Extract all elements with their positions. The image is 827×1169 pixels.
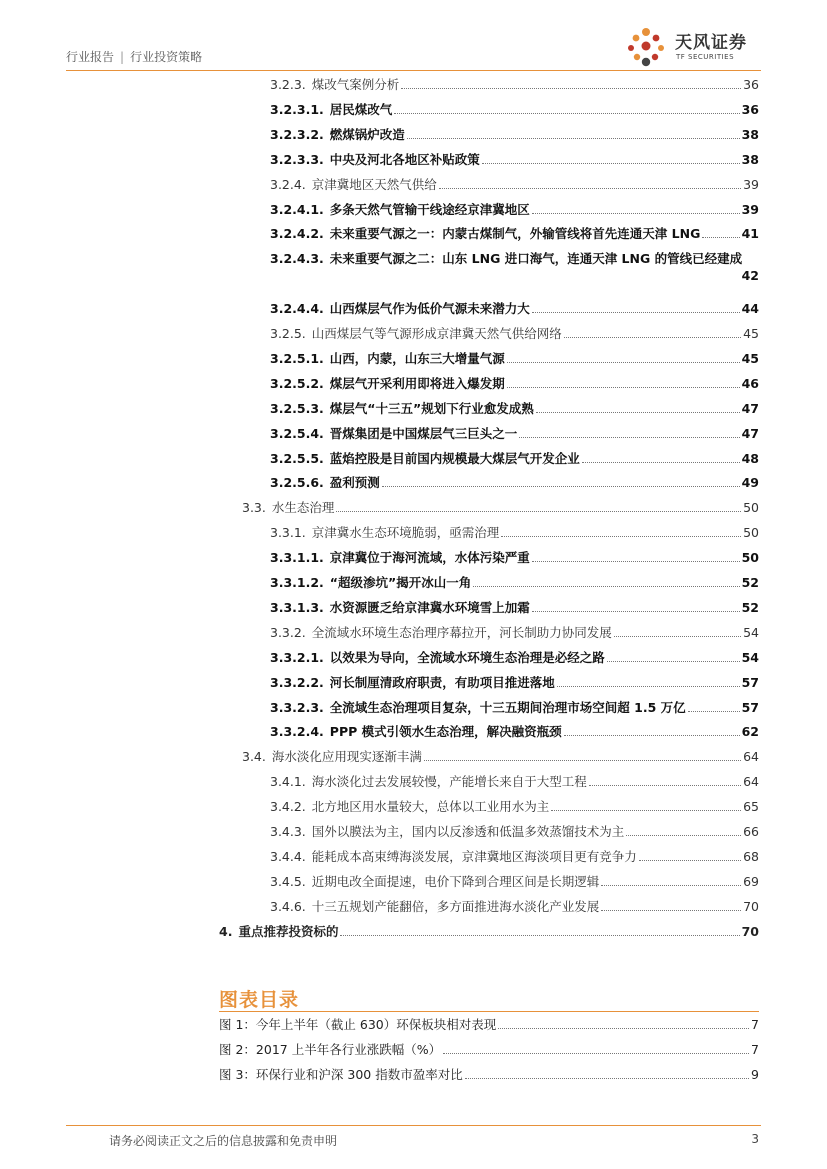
category-label: 行业报告 xyxy=(66,50,115,64)
figure-dot-leader xyxy=(465,1078,749,1079)
toc-entry-title: 山西煤层气等气源形成京津冀天然气供给网络 xyxy=(311,326,562,341)
logo-mark-icon xyxy=(623,26,669,72)
toc-entry-number: 3.2.4.1. xyxy=(270,201,324,217)
toc-dot-leader xyxy=(394,113,739,114)
figure-index-entry[interactable] xyxy=(219,1016,759,1033)
toc-dot-leader xyxy=(482,163,740,164)
toc-entry-title: 能耗成本高束缚海淡发展，京津冀地区海淡项目更有竞争力 xyxy=(311,848,637,864)
toc-entry-title: 海水淡化过去发展较慢，产能增长来自于大型工程 xyxy=(311,774,587,790)
toc-entry-page: 50 xyxy=(743,500,759,516)
toc-entry-title: 中央及河北各地区补贴政策 xyxy=(329,151,480,167)
toc-entry-number: 4. xyxy=(219,923,233,939)
toc-entry[interactable] xyxy=(270,773,759,790)
toc-dot-leader xyxy=(607,661,740,662)
toc-entry[interactable] xyxy=(270,350,759,367)
toc-entry[interactable] xyxy=(270,450,759,467)
toc-entry-page: 38 xyxy=(741,126,759,142)
toc-entry-page: 66 xyxy=(743,824,759,839)
toc-entry-page: 69 xyxy=(743,873,759,889)
toc-entry[interactable] xyxy=(270,300,759,317)
toc-entry-page: 38 xyxy=(741,151,759,167)
toc-entry-number: 3.2.3.2. xyxy=(270,126,324,142)
toc-entry[interactable] xyxy=(270,699,759,716)
toc-entry-number: 3.3.2.1. xyxy=(270,649,324,665)
company-logo xyxy=(623,26,753,74)
toc-dot-leader xyxy=(589,785,741,786)
toc-entry-page: 36 xyxy=(743,77,759,92)
toc-entry[interactable] xyxy=(270,151,759,168)
toc-entry-title: 重点推荐投资标的 xyxy=(238,923,339,939)
toc-entry[interactable] xyxy=(270,549,759,566)
toc-entry-title: 河长制厘清政府职责，有助项目推进落地 xyxy=(329,674,555,690)
toc-dot-leader xyxy=(601,885,741,886)
toc-entry-number: 3.2.4.3. xyxy=(270,251,324,267)
toc-entry-page: 36 xyxy=(741,101,759,117)
toc-entry-number: 3.3.2. xyxy=(270,624,306,640)
toc-entry-number: 3.2.5.4. xyxy=(270,425,324,441)
toc-entry-title: 蓝焰控股是目前国内规模最大煤层气开发企业 xyxy=(329,450,580,466)
figure-dot-leader xyxy=(498,1028,749,1029)
toc-entry-page: 57 xyxy=(741,699,759,715)
toc-entry-title: 山西，内蒙，山东三大增量气源 xyxy=(329,350,505,366)
toc-entry-number: 3.4.6. xyxy=(270,898,306,914)
toc-entry[interactable] xyxy=(270,848,759,865)
toc-entry-title: 晋煤集团是中国煤层气三巨头之一 xyxy=(329,425,518,441)
toc-entry-page: 47 xyxy=(741,425,759,441)
toc-entry-title: 京津冀地区天然气供给 xyxy=(311,176,437,192)
toc-entry-title: 京津冀水生态环境脆弱，亟需治理 xyxy=(311,525,500,541)
toc-entry-page: 54 xyxy=(741,649,759,665)
toc-entry-title: 全流域水环境生态治理序幕拉开，河长制助力协同发展 xyxy=(311,624,612,640)
toc-dot-leader xyxy=(564,735,740,736)
toc-entry-title: 十三五规划产能翻倍，多方面推进海水淡化产业发展 xyxy=(311,898,600,914)
toc-entry-title: 全流域生态治理项目复杂，十三五期间治理市场空间超 1.5 万亿 xyxy=(329,699,686,715)
toc-dot-leader xyxy=(407,138,740,139)
figure-entry-title: 图 1：今年上半年（截止 630）环保板块相对表现 xyxy=(219,1017,497,1032)
toc-entry-title: 海水淡化应用现实逐渐丰满 xyxy=(271,749,422,765)
category-separator: | xyxy=(120,50,125,64)
toc-entry[interactable] xyxy=(270,76,759,93)
toc-entry-title: 京津冀位于海河流域，水体污染严重 xyxy=(329,550,530,566)
toc-entry-page: 41 xyxy=(741,226,759,242)
toc-entry-title: 盈利预测 xyxy=(329,475,380,491)
report-category xyxy=(66,48,202,65)
toc-entry-number: 3.3.2.2. xyxy=(270,674,324,690)
toc-entry-title: 未来重要气源之一：内蒙古煤制气，外输管线将首先连通天津 LNG xyxy=(329,226,701,242)
brand-name-en: TF SECURITIES xyxy=(676,53,735,61)
toc-dot-leader xyxy=(532,611,740,612)
toc-entry[interactable] xyxy=(270,624,759,641)
toc-entry-page: 65 xyxy=(743,799,759,815)
toc-entry-number: 3.4. xyxy=(242,749,266,765)
toc-dot-leader xyxy=(382,486,740,487)
toc-entry-page: 47 xyxy=(741,400,759,416)
toc-entry-number: 3.2.5. xyxy=(270,326,306,341)
toc-entry[interactable] xyxy=(242,499,759,516)
toc-entry-number: 3.2.5.6. xyxy=(270,475,324,491)
toc-dot-leader xyxy=(507,387,740,388)
toc-entry-page: 64 xyxy=(743,749,759,765)
toc-dot-leader xyxy=(532,561,740,562)
toc-entry[interactable] xyxy=(270,599,759,616)
figure-entry-page: 9 xyxy=(751,1067,759,1082)
toc-entry[interactable] xyxy=(270,201,759,218)
toc-entry-title: 水资源匮乏给京津冀水环境雪上加霜 xyxy=(329,599,530,615)
toc-entry[interactable] xyxy=(219,923,759,940)
toc-entry-number: 3.3.2.3. xyxy=(270,699,324,715)
toc-entry-page: 52 xyxy=(741,599,759,615)
toc-entry-title: 国外以膜法为主，国内以反渗透和低温多效蒸馏技术为主 xyxy=(311,824,625,839)
page-number: 3 xyxy=(751,1132,759,1146)
toc-entry-number: 3.2.5.3. xyxy=(270,400,324,416)
toc-dot-leader xyxy=(401,88,741,89)
toc-entry[interactable] xyxy=(270,250,759,284)
toc-entry-title: 燃煤锅炉改造 xyxy=(329,126,405,142)
toc-entry[interactable] xyxy=(270,325,759,342)
toc-entry[interactable] xyxy=(270,524,759,541)
figure-entry-title: 图 2：2017 上半年各行业涨跌幅（%） xyxy=(219,1042,442,1057)
toc-dot-leader xyxy=(519,437,739,438)
toc-entry-title: 煤层气开采利用即将进入爆发期 xyxy=(329,375,505,391)
toc-entry-number: 3.3. xyxy=(242,500,266,516)
toc-entry-page: 45 xyxy=(741,350,759,366)
toc-entry-page: 50 xyxy=(743,525,759,541)
toc-dot-leader xyxy=(564,337,741,338)
toc-entry-page: 42 xyxy=(741,268,759,284)
toc-entry-title: 多条天然气管输干线途经京津冀地区 xyxy=(329,201,530,217)
toc-entry-page: 70 xyxy=(743,898,759,914)
toc-entry-number: 3.3.2.4. xyxy=(270,724,324,740)
toc-entry-number: 3.2.4.2. xyxy=(270,226,324,242)
toc-dot-leader xyxy=(582,462,740,463)
figure-index-divider xyxy=(219,1011,759,1012)
toc-entry-page: 48 xyxy=(741,450,759,466)
toc-entry[interactable] xyxy=(270,400,759,417)
toc-entry[interactable] xyxy=(270,649,759,666)
toc-entry-number: 3.2.5.5. xyxy=(270,450,324,466)
figure-dot-leader xyxy=(443,1053,749,1054)
toc-entry-title: 居民煤改气 xyxy=(329,101,393,117)
toc-entry-number: 3.3.1. xyxy=(270,525,306,541)
toc-entry-page: 44 xyxy=(741,301,759,317)
toc-entry-title: “超级渗坑”揭开冰山一角 xyxy=(329,575,472,590)
toc-dot-leader xyxy=(336,511,741,512)
figure-index-entry[interactable] xyxy=(219,1066,759,1083)
toc-entry[interactable] xyxy=(270,898,759,915)
toc-entry-page: 39 xyxy=(743,176,759,192)
toc-entry-title: 未来重要气源之二：山东 LNG 进口海气，连通天津 LNG 的管线已经建成 xyxy=(329,251,743,267)
figure-entry-page: 7 xyxy=(751,1017,759,1032)
figure-entry-title: 图 3：环保行业和沪深 300 指数市盈率对比 xyxy=(219,1067,463,1082)
toc-entry[interactable] xyxy=(270,798,759,815)
toc-dot-leader xyxy=(557,686,740,687)
toc-entry[interactable] xyxy=(242,748,759,765)
toc-entry-title: 煤改气案例分析 xyxy=(311,77,400,92)
toc-entry[interactable] xyxy=(270,225,759,242)
toc-entry-page: 50 xyxy=(741,550,759,566)
toc-entry-number: 3.2.5.1. xyxy=(270,350,324,366)
page-header xyxy=(66,33,761,70)
toc-entry-page: 54 xyxy=(743,624,759,640)
toc-entry-number: 3.2.5.2. xyxy=(270,375,324,391)
brand-name-cn: 天风证券 xyxy=(675,33,747,53)
toc-dot-leader xyxy=(473,586,739,587)
toc-entry-number: 3.3.1.1. xyxy=(270,550,324,566)
toc-entry-title: 煤层气“十三五”规划下行业愈发成熟 xyxy=(329,400,534,416)
toc-entry-number: 3.2.4.4. xyxy=(270,301,324,317)
toc-dot-leader xyxy=(532,213,740,214)
toc-entry-page: 57 xyxy=(741,674,759,690)
toc-entry[interactable] xyxy=(270,176,759,193)
toc-entry[interactable] xyxy=(270,674,759,691)
toc-dot-leader xyxy=(626,835,741,836)
toc-entry-title: 北方地区用水量较大，总体以工业用水为主 xyxy=(311,799,550,815)
toc-entry-number: 3.2.3.1. xyxy=(270,101,324,117)
toc-entry-number: 3.3.1.2. xyxy=(270,575,324,590)
toc-entry-page: 62 xyxy=(741,724,759,740)
toc-entry-number: 3.4.1. xyxy=(270,774,306,790)
subcategory-label: 行业投资策略 xyxy=(130,50,203,64)
toc-entry[interactable] xyxy=(270,375,759,392)
figure-entry-page: 7 xyxy=(751,1042,759,1057)
toc-dot-leader xyxy=(614,636,741,637)
toc-entry[interactable] xyxy=(270,126,759,143)
toc-entry-number: 3.2.3. xyxy=(270,77,306,92)
toc-dot-leader xyxy=(639,860,741,861)
toc-dot-leader xyxy=(424,760,741,761)
toc-dot-leader xyxy=(702,237,739,238)
header-divider xyxy=(66,70,761,71)
toc-entry-page: 70 xyxy=(741,923,759,939)
toc-entry[interactable] xyxy=(270,723,759,740)
toc-entry-page: 45 xyxy=(743,326,759,341)
toc-entry-number: 3.4.4. xyxy=(270,848,306,864)
toc-entry-number: 3.4.5. xyxy=(270,873,306,889)
footer-disclaimer: 请务必阅读正文之后的信息披露和免责申明 xyxy=(109,1134,338,1148)
toc-dot-leader xyxy=(688,711,740,712)
toc-entry-title: PPP 模式引领水生态治理，解决融资瓶颈 xyxy=(329,724,562,740)
toc-dot-leader xyxy=(532,312,740,313)
toc-entry-title: 水生态治理 xyxy=(271,500,335,516)
toc-entry[interactable] xyxy=(270,101,759,118)
toc-entry-page: 39 xyxy=(741,201,759,217)
toc-entry[interactable] xyxy=(270,474,759,491)
toc-entry-number: 3.2.4. xyxy=(270,176,306,192)
figure-index-entry[interactable] xyxy=(219,1041,759,1058)
footer-divider xyxy=(66,1125,761,1126)
toc-entry-page: 64 xyxy=(743,774,759,790)
toc-dot-leader xyxy=(601,910,741,911)
toc-dot-leader xyxy=(501,536,741,537)
toc-entry-title: 山西煤层气作为低价气源未来潜力大 xyxy=(329,301,530,317)
toc-entry-page: 68 xyxy=(743,848,759,864)
toc-entry-number: 3.4.2. xyxy=(270,799,306,815)
toc-entry[interactable] xyxy=(270,425,759,442)
toc-dot-leader xyxy=(536,412,740,413)
toc-entry-title: 近期电改全面提速，电价下降到合理区间是长期逻辑 xyxy=(311,873,600,889)
toc-entry-number: 3.3.1.3. xyxy=(270,599,324,615)
toc-dot-leader xyxy=(340,935,739,936)
toc-entry-page: 52 xyxy=(741,575,759,590)
toc-entry[interactable] xyxy=(270,873,759,890)
toc-dot-leader xyxy=(439,188,741,189)
toc-entry-page: 49 xyxy=(741,475,759,491)
toc-dot-leader xyxy=(507,362,740,363)
toc-entry-number: 3.4.3. xyxy=(270,824,306,839)
toc-entry-number: 3.2.3.3. xyxy=(270,151,324,167)
toc-entry[interactable] xyxy=(270,823,759,840)
toc-dot-leader xyxy=(551,810,741,811)
figure-index-heading: 图表目录 xyxy=(219,989,300,1011)
toc-entry[interactable] xyxy=(270,574,759,591)
toc-entry-page: 46 xyxy=(741,375,759,391)
toc-entry-title: 以效果为导向，全流域水环境生态治理是必经之路 xyxy=(329,649,605,665)
